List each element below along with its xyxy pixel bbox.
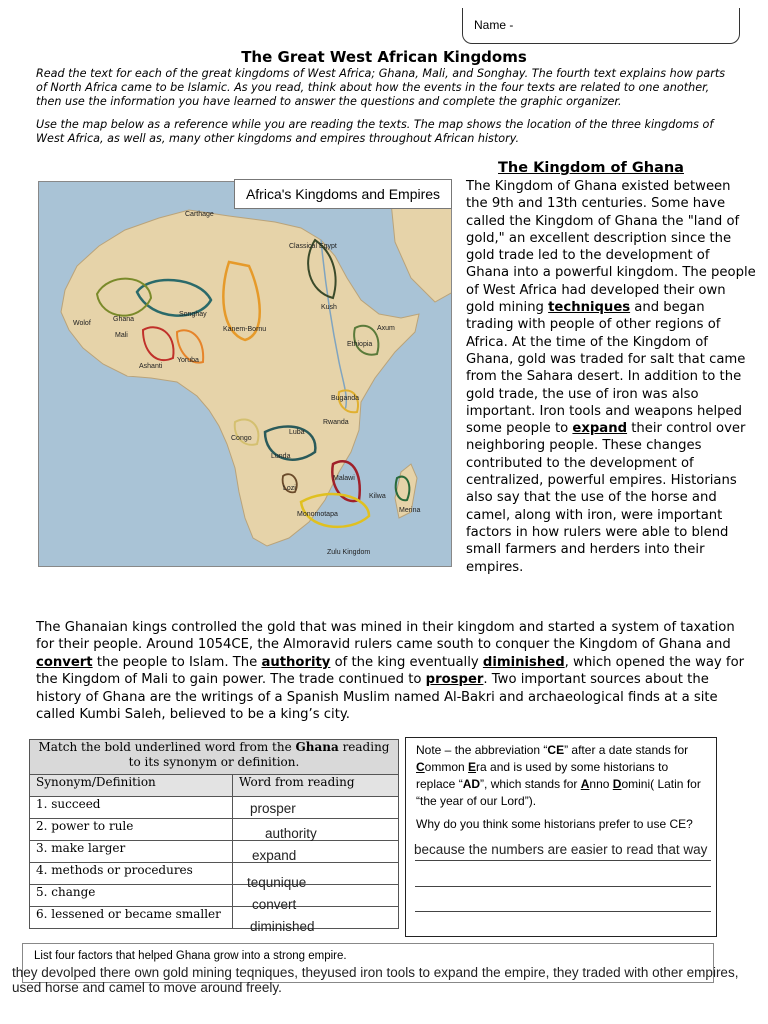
table-row [30,863,399,885]
definition-cell: 3. make larger [30,841,233,863]
map-label-merina: Merina [399,507,421,514]
table-row [30,907,399,929]
definition-cell: 6. lessened or became smaller [30,907,233,929]
map-label-monomotapa: Monomotapa [297,511,338,518]
map-label-songhay: Songhay [179,311,207,318]
map-label-yoruba: Yoruba [177,357,199,364]
definition-cell: 4. methods or procedures [30,863,233,885]
map-label-malawi: Malawi [333,475,355,482]
answer-line [415,886,711,887]
factors-answer[interactable]: they devolped there own gold mining teqniques, theyused iron tools to expand the empire, they traded with other empires, used horse and camel to move around freely. [12,965,739,995]
keyword-expand: expand [572,421,628,437]
keyword-techniques: techniques [548,300,631,316]
map-label-carthage: Carthage [185,211,214,218]
intro-instructions: Read the text for each of the great kingdoms of West Africa; Ghana, Mali, and Songhay. The fourth text explains how parts of North Africa came to be Islamic. As you read, think about how the events in the four texts are related to one another, then use the information you have learned to answer the questions and complete the graphic organizer. [36,67,726,108]
answer-line [415,860,711,861]
map-label-mali: Mali [115,332,128,339]
map-label-kanem: Kanem-Bornu [223,326,267,333]
col-header-word: Word from reading [233,775,399,797]
table-row [30,885,399,907]
map-label-luba: Luba [289,429,305,436]
answer-authority[interactable]: authority [265,826,317,841]
answer-convert[interactable]: convert [252,897,297,912]
ce-note-text: Note – the abbreviation “CE” after a date stands for Common Era and is used by some historians to replace “AD”, which stands for Anno Domini( Latin for “the year of our Lord”). [416,743,701,808]
map-label-zulu: Zulu Kingdom [327,549,371,556]
keyword-authority: authority [261,654,331,670]
table-row [30,819,399,841]
table-row [30,841,399,863]
map-label-kush: Kush [321,304,337,311]
name-label: Name - [474,18,514,32]
definition-cell: 5. change [30,885,233,907]
keyword-diminished: diminished [482,654,565,670]
answer-line [415,911,711,912]
col-header-definition: Synonym/Definition [30,775,233,797]
table-row [30,797,399,819]
map-instructions: Use the map below as a reference while you are reading the texts. The map shows the location of the three kingdoms of West Africa, as well as, many other kingdoms and empires throughout African history. [36,118,714,145]
vocabulary-match-table [29,739,399,929]
ce-note-box [405,737,717,937]
map-title: Africa's Kingdoms and Empires [234,179,452,209]
ghana-side-text: The Kingdom of Ghana existed between the 9th and 13th centuries. Some have called the Kingdom of Ghana the "land of gold," an excellent description since the gold trade led to the development of Ghana into a powerful kingdom. The people of West Africa had developed their own gold mining techniques and began trading with people of other regions of Africa. At the time of the Kingdom of Ghana, gold was traded for salt that came from the Sahara desert. In addition to the gold trade, the use of iron was also important. Iron tools and weapons helped some people to expand their control over neighboring people. These changes contributed to the development of centralized, powerful empires. Historians also say that the use of the horse and camel, along with iron, were important factors in how rulers were able to blend small farmers and herders into their empires. [466,179,756,575]
map-label-ethiopia: Ethiopia [347,341,373,348]
answer-prosper[interactable]: prosper [250,801,296,816]
match-table-heading: Match the bold underlined word from the Ghana reading to its synonym or definition. [30,740,399,775]
answer-diminished[interactable]: diminished [250,919,315,934]
map-label-axum: Axum [377,325,395,332]
answer-expand[interactable]: expand [252,848,297,863]
ghana-heading: The Kingdom of Ghana [498,160,684,176]
africa-map [38,181,452,567]
keyword-prosper: prosper [425,672,484,688]
map-label-lunda: Lunda [271,453,291,460]
definition-cell: 2. power to rule [30,819,233,841]
page-title: The Great West African Kingdoms [241,48,527,66]
map-label-wolof: Wolof [73,320,91,327]
ce-question: Why do you think some historians prefer to use CE? [416,817,693,831]
factors-question: List four factors that helped Ghana grow into a strong empire. [34,950,347,962]
answer-tequnique[interactable]: tequnique [247,875,307,890]
keyword-convert: convert [36,654,93,670]
map-label-buganda: Buganda [331,395,360,402]
map-label-egypt: Classical Egypt [289,243,337,250]
map-label-kilwa: Kilwa [369,493,386,500]
ghana-full-text: The Ghanaian kings controlled the gold that was mined in their kingdom and started a system of taxation for their people. Around 1054CE, the Almoravid rulers came south to conquer the Kingdom of Ghana and convert the people to Islam. The authority of the king eventually diminished, which opened the way for the Kingdom of Mali to gain power. The trade continued to prosper. Two important sources about the history of Ghana are the writings of a Spanish Muslim named Al-Bakri and archaeological finds at a site called Kumbi Saleh, believed to be a king’s city. [36,620,745,723]
map-label-ashanti: Ashanti [139,363,163,370]
definition-cell: 1. succeed [30,797,233,819]
map-label-congo: Congo [231,435,252,442]
ce-answer[interactable]: because the numbers are easier to read that way [414,842,708,857]
map-label-lozi: Lozi [283,485,296,492]
map-label-ghana: Ghana [113,316,135,323]
map-label-rwanda: Rwanda [323,419,349,426]
